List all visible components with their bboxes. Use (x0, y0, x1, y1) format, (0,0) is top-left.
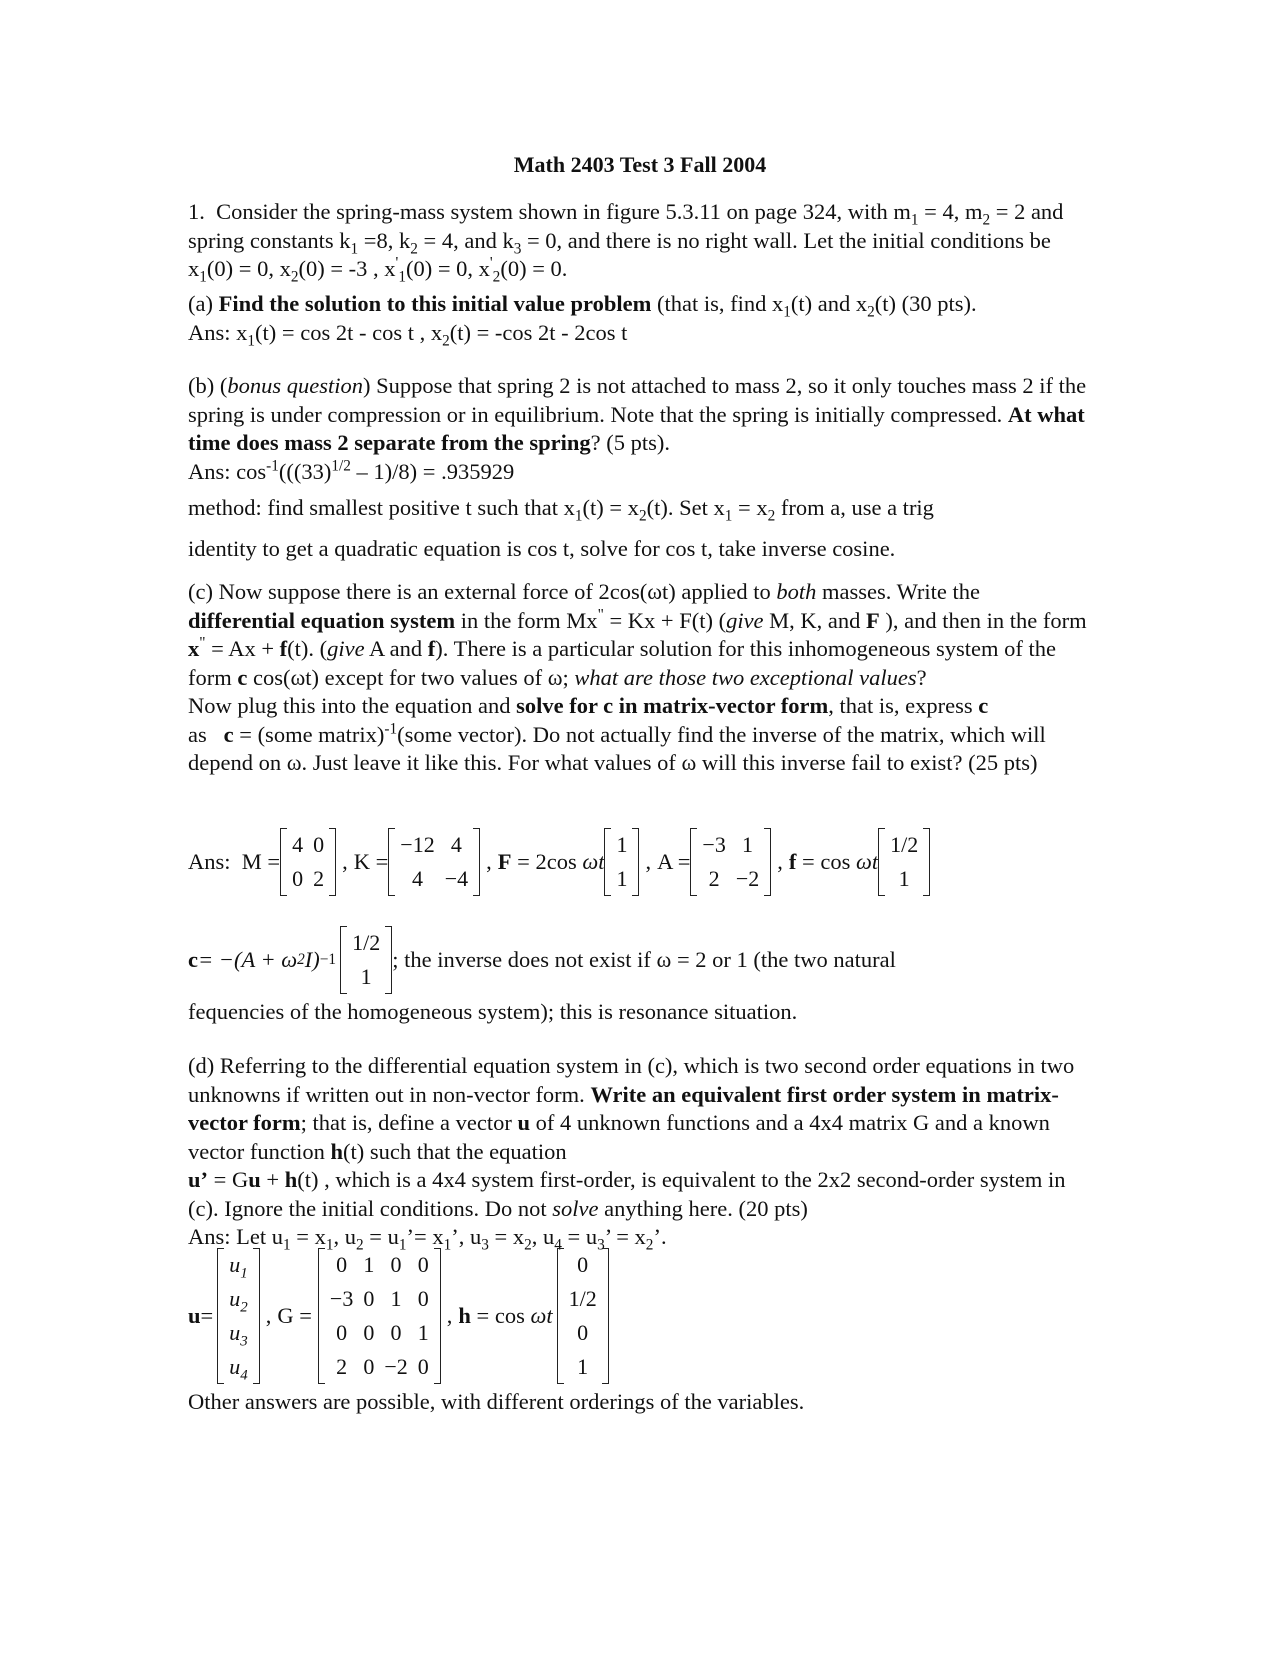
vector-c-rhs: 1/2 1 (340, 926, 392, 994)
part-a: (a) Find the solution to this initial value problem (that is, find $x_1(t)$ and $x_2(t)$ (30 pts). Ans: $x_1(t) = \cos 2t - \cos t$ , $x_2(t) = -\cos$ 2t - 2cos t (188, 291, 977, 349)
matrix-G: 0 1 0 0 −3 0 1 0 0 0 0 1 2 0 −2 0 (318, 1248, 441, 1384)
part-b: (b) (bonus question) Suppose that spring 2 is not attached to mass 2, so it only touches mass 2 if the spring is under compression or in equilibrium. Note that the spring is initially compressed. At what time does mass 2 separate from the spring? (5 pts). Ans: $\cos^{-1}(((33)^{1/2} - 1)/8) = .935929$ (188, 373, 1087, 484)
part-c: (c) Now suppose there is an external force of 2cos(ωt) applied to both masses. Write the differential equation system in the form Mx" = Kx + F(t) (give M, K, and F ), and then in the form x" = Ax + f(t). (give A and f). There is a particular solution for this inhomogeneous system of the form c cos(ωt) except for two values of ω; what are those two exceptional values? Now plug this into the equation and solve for c in matrix-vector form, that is, express c as c = (some matrix)$^{-1}$(some vector). Do not actually find the inverse of the matrix, which will depend on ω. Just leave it like this. For what values of ω will this inverse fail to exist? (25 pts) (188, 579, 1087, 775)
footer-note: Other answers are possible, with different orderings of the variables. (188, 1389, 805, 1414)
matrix-A: −3 1 2 −2 (690, 828, 771, 896)
matrix-K: −12 4 4 −4 (388, 828, 480, 896)
part-d-answer-matrices: u = $u_1$ $u_2$ $u_3$ $u_4$ , G = 0 1 0 0 −3 0 1 0 0 0 0 1 2 0 −2 0 , h = cos ωt 0 1/2 0 1 (188, 1248, 609, 1384)
vector-f: 1/2 1 (878, 828, 930, 896)
part-d: (d) Referring to the differential equation system in (c), which is two second order equations in two unknowns if written out in non-vector form. Write an equivalent first order system in matrix-vector form; that is, define a vector u of 4 unknown functions and a 4x4 matrix G and a known vector function h(t) such that the equation u’ = Gu + h(t) , which is a 4x4 system first-order, is equivalent to the 2x2 second-order system in (c). Ignore the initial conditions. Do not solve anything here. (20 pts) Ans: Let $u_1 = x_1$, $u_2$ = $u_1’= x_1$’, $u_3 = x_2$, $u_4 = u_3$’ = $x_2$’. (188, 1053, 1075, 1254)
part-a-answer: Ans: $x_1(t) = \cos 2t - \cos t$ , $x_2(t) = -\cos$ 2t - 2cos t (188, 319, 628, 349)
vector-F: 1 1 (604, 828, 639, 896)
part-b-answer: Ans: $\cos^{-1}(((33)^{1/2} - 1)/8) = .935929$ (188, 457, 515, 484)
page-title: Math 2403 Test 3 Fall 2004 (513, 152, 767, 177)
matrix-M: 4 0 0 2 (280, 828, 336, 896)
part-c-answer-c: c = −(A + ω 2 I) −1 1/2 1 ; the inverse does not exist if ω = 2 or 1 (the two natural (188, 926, 896, 994)
part-b-method-line-2: identity to get a quadratic equation is cos t, solve for cos t, take inverse cosine. (188, 536, 896, 561)
part-d-answer: Ans: Let $u_1 = x_1$, $u_2$ = $u_1’= x_1$’, $u_3 = x_2$, $u_4 = u_3$’ = $x_2$’. (188, 1224, 667, 1254)
question-1-intro: 1. Consider the spring-mass system shown in figure 5.3.11 on page 324, with $m_1 = 4$, $m_2 = 2$ and spring constants $k_1 =8$, $k_2 = 4$, and $k_3 = 0$, and there is no right wall. Let the initial conditions be $x_1(0) = 0$, $x_2(0) = -3$ , $x'_1(0) = 0$, $x'_2(0) = 0$. (188, 199, 1064, 286)
part-c-answer-tail: fequencies of the homogeneous system); this is resonance situation. (188, 999, 798, 1024)
vector-u: $u_1$ $u_2$ $u_3$ $u_4$ (217, 1248, 259, 1384)
vector-h: 0 1/2 0 1 (557, 1248, 609, 1384)
part-b-method-line-1: method: find smallest positive t such that $x_1(t) = x_2(t)$. Set $x_1 = x_2$ from a, use a trig (188, 495, 934, 525)
part-c-answer-matrices: Ans: M = 4 0 0 2 , K = −12 4 4 −4 , F = 2cos ωt 1 1 , A = −3 1 2 −2 , f = cos ωt 1/2 1 (188, 828, 930, 896)
